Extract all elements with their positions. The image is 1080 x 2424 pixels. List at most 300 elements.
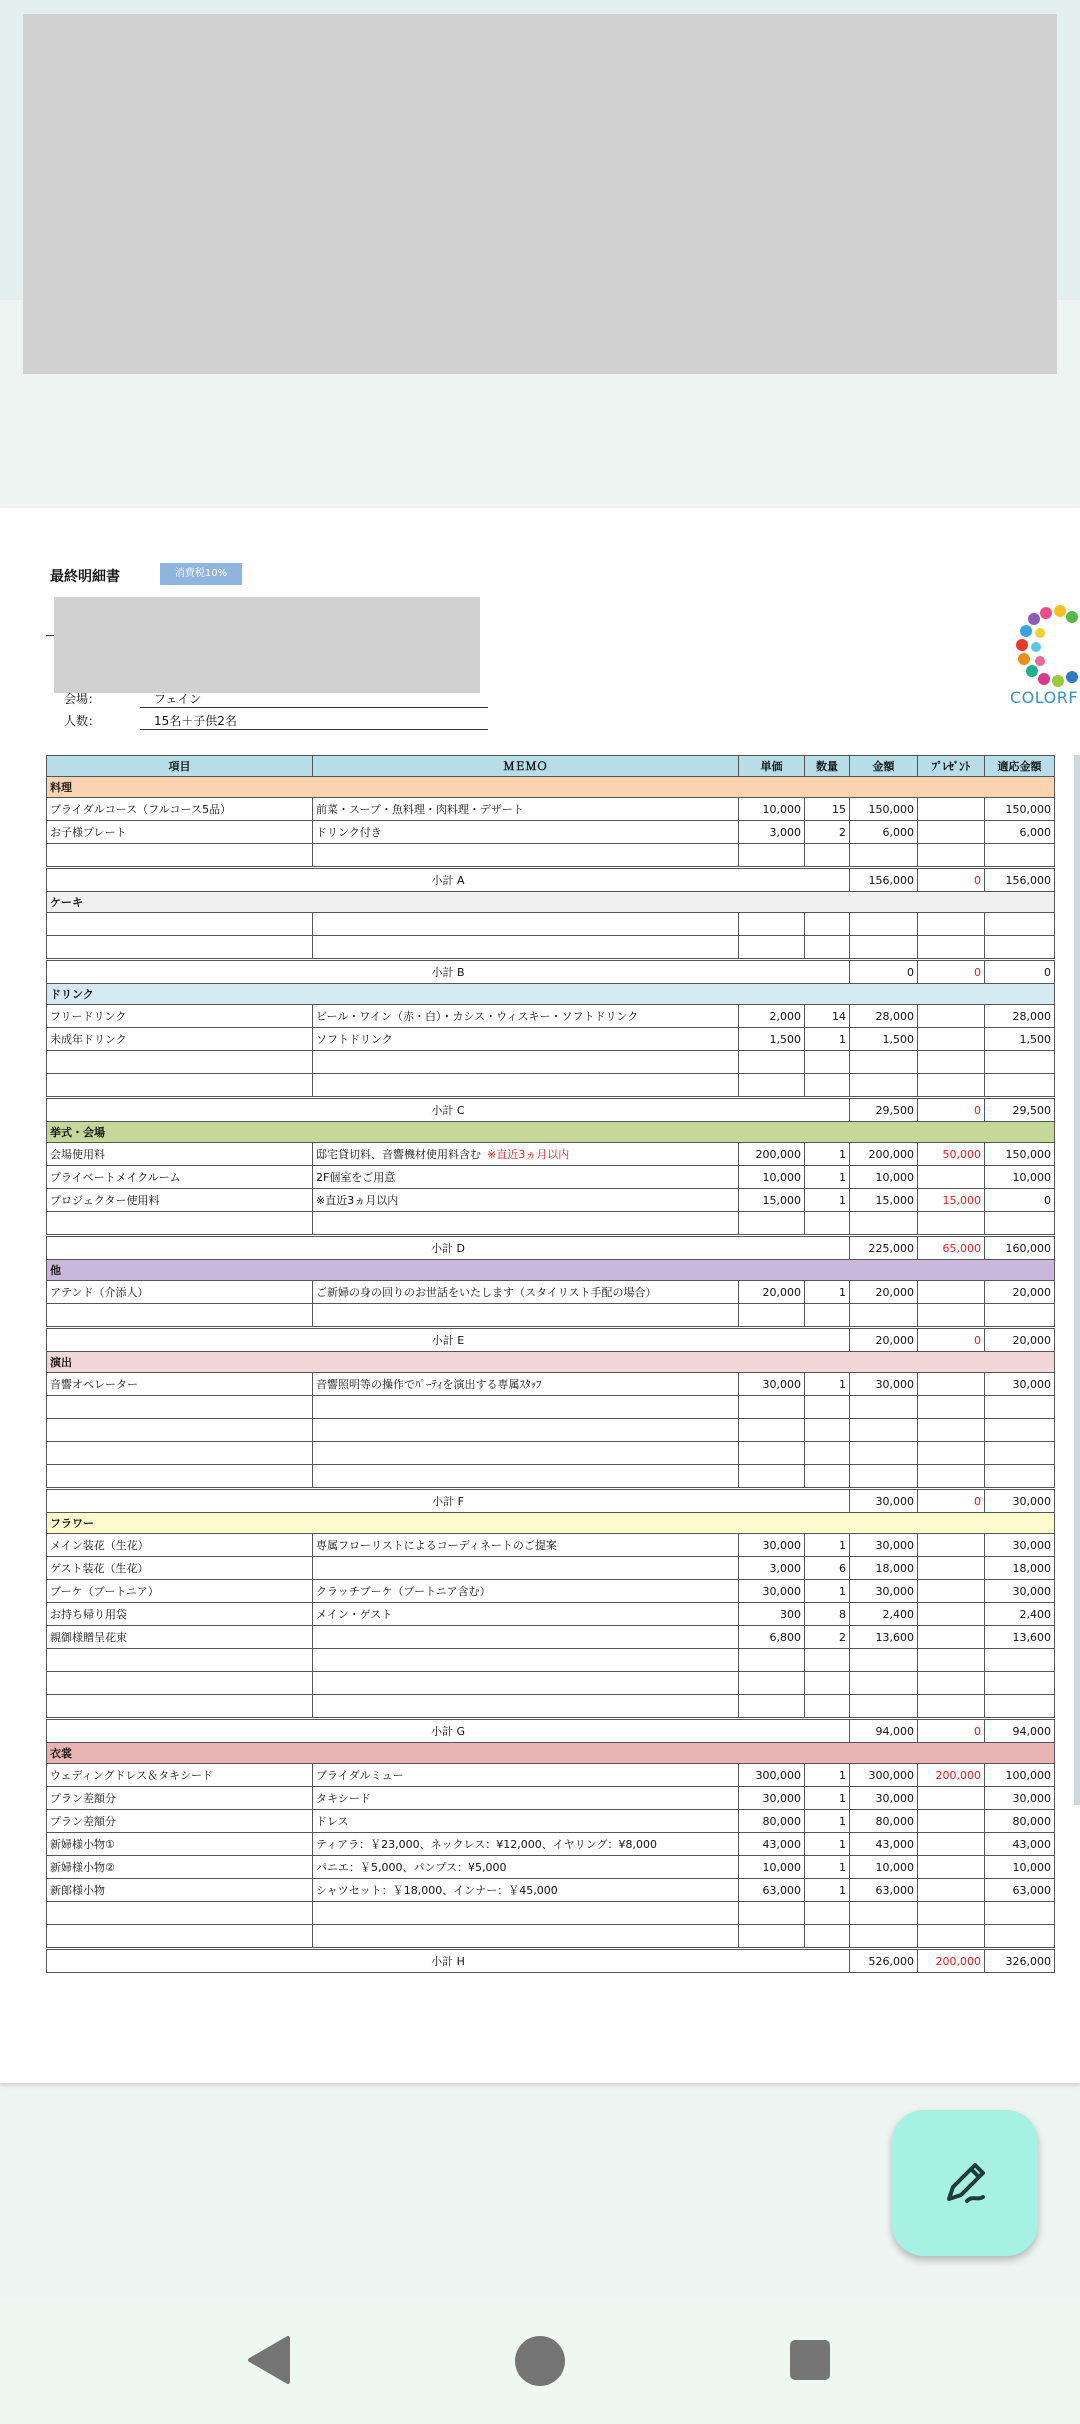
subtotal-applied: 29,500 [985,1098,1055,1122]
cell-item: プラン差額分 [47,1810,313,1833]
table-row [47,1465,1055,1489]
table-row [47,1534,1055,1557]
subtotal-amount: 225,000 [850,1236,918,1260]
subtotal-row [47,1489,1055,1513]
table-row [47,1787,1055,1810]
cell-price: 10,000 [739,798,805,821]
cell-price [739,1695,805,1719]
cell-qty [805,1695,850,1719]
cell-qty: 1 [805,1810,850,1833]
cell-applied: 150,000 [985,1143,1055,1166]
category-row [47,1513,1055,1534]
cell-price: 30,000 [739,1373,805,1396]
cell-applied: 63,000 [985,1879,1055,1902]
subtotal-present: 0 [918,868,985,892]
table-row [47,1373,1055,1396]
cell-qty: 6 [805,1557,850,1580]
cell-amount: 63,000 [850,1879,918,1902]
subtotal-applied: 0 [985,960,1055,984]
subtotal-row [47,1098,1055,1122]
cell-amount: 18,000 [850,1557,918,1580]
cell-applied: 80,000 [985,1810,1055,1833]
cell-present [918,1603,985,1626]
cell-amount [850,1649,918,1672]
subtotal-applied: 326,000 [985,1949,1055,1973]
cell-qty: 1 [805,1764,850,1787]
cell-qty: 1 [805,1833,850,1856]
cell-applied: 100,000 [985,1764,1055,1787]
cell-amount: 1,500 [850,1028,918,1051]
recent-apps-icon[interactable] [790,2340,830,2380]
subtotal-amount: 30,000 [850,1489,918,1513]
cell-amount [850,844,918,868]
cell-price: 10,000 [739,1856,805,1879]
cell-applied: 6,000 [985,821,1055,844]
subtotal-amount: 526,000 [850,1949,918,1973]
cell-item: 新婦様小物② [47,1856,313,1879]
subtotal-label: 小計 G [47,1719,850,1743]
cell-present: 200,000 [918,1764,985,1787]
cell-qty: 15 [805,798,850,821]
back-icon[interactable] [246,2334,292,2386]
cell-qty: 1 [805,1856,850,1879]
cell-item [47,1649,313,1672]
subtotal-label: 小計 C [47,1098,850,1122]
cell-qty: 2 [805,1626,850,1649]
cell-amount [850,1925,918,1949]
category-row [47,1260,1055,1281]
subtotal-amount: 94,000 [850,1719,918,1743]
logo-text: COLORF [1010,688,1079,707]
cell-amount [850,936,918,960]
cell-price [739,1672,805,1695]
cell-present [918,1074,985,1098]
subtotal-present: 0 [918,960,985,984]
cell-present [918,1465,985,1489]
cell-amount: 13,600 [850,1626,918,1649]
cell-price: 300,000 [739,1764,805,1787]
subtotal-row [47,1236,1055,1260]
cell-memo [313,913,739,936]
cell-present [918,936,985,960]
edit-fab-button[interactable] [892,2110,1038,2256]
cell-applied: 30,000 [985,1580,1055,1603]
cell-present [918,1649,985,1672]
table-row [47,1212,1055,1236]
cell-memo [313,1465,739,1489]
cell-present [918,1281,985,1304]
cell-memo [313,1419,739,1442]
cell-item [47,1396,313,1419]
header-item: 項目 [47,756,313,777]
cell-memo [313,1074,739,1098]
cell-price: 6,800 [739,1626,805,1649]
cell-item [47,1212,313,1236]
cell-price [739,1212,805,1236]
cell-price: 30,000 [739,1580,805,1603]
category-label: 衣裳 [47,1743,1055,1764]
subtotal-applied: 156,000 [985,868,1055,892]
cell-memo [313,936,739,960]
cell-amount: 30,000 [850,1580,918,1603]
cell-item [47,844,313,868]
cell-present [918,1028,985,1051]
cell-applied [985,1051,1055,1074]
category-row [47,1352,1055,1373]
cell-amount [850,913,918,936]
subtotal-applied: 160,000 [985,1236,1055,1260]
cell-applied [985,1925,1055,1949]
cell-present [918,1557,985,1580]
cell-amount: 150,000 [850,798,918,821]
cell-item: 新郎様小物 [47,1879,313,1902]
cell-present [918,1833,985,1856]
cell-item: プラン差額分 [47,1787,313,1810]
document-title: 最終明細書 [50,569,120,585]
cell-memo [313,1442,739,1465]
cell-price [739,1419,805,1442]
cell-amount: 15,000 [850,1189,918,1212]
table-row [47,1925,1055,1949]
cell-present [918,1879,985,1902]
cell-qty: 1 [805,1028,850,1051]
cell-applied: 10,000 [985,1166,1055,1189]
cell-amount [850,1672,918,1695]
cell-present [918,1396,985,1419]
cell-present [918,1442,985,1465]
cell-applied [985,1672,1055,1695]
cell-present [918,1166,985,1189]
cell-memo: ティアラ：￥23,000、ネックレス：¥12,000、イヤリング：¥8,000 [313,1833,739,1856]
cell-price: 3,000 [739,821,805,844]
cell-memo [313,1212,739,1236]
cell-present: 15,000 [918,1189,985,1212]
cell-item [47,1672,313,1695]
cell-memo [313,1649,739,1672]
header-applied: 適応金額 [985,756,1055,777]
subtotal-row [47,960,1055,984]
cell-qty [805,936,850,960]
estimate-table [46,755,1055,1973]
subtotal-amount: 0 [850,960,918,984]
category-label: ドリンク [47,984,1055,1005]
tax-badge: 消費税10% [160,563,242,585]
subtotal-row [47,1949,1055,1973]
table-row [47,1189,1055,1212]
cell-amount: 30,000 [850,1373,918,1396]
cell-qty [805,844,850,868]
subtotal-present: 0 [918,1719,985,1743]
cell-memo: ※直近3ヵ月以内 [313,1189,739,1212]
cell-amount [850,1902,918,1925]
cell-applied [985,1465,1055,1489]
cell-amount: 10,000 [850,1166,918,1189]
table-row [47,1304,1055,1328]
cell-price [739,936,805,960]
cell-price [739,1649,805,1672]
subtotal-label: 小計 A [47,868,850,892]
cell-memo: シャツセット：￥18,000、インナー：￥45,000 [313,1879,739,1902]
cell-amount: 43,000 [850,1833,918,1856]
table-row [47,1879,1055,1902]
cell-amount: 200,000 [850,1143,918,1166]
cell-applied: 43,000 [985,1833,1055,1856]
scroll-edge [1074,755,1080,1805]
table-row [47,1626,1055,1649]
table-row [47,1902,1055,1925]
header-amount: 金額 [850,756,918,777]
category-row [47,1122,1055,1143]
cell-qty: 1 [805,1166,850,1189]
cell-applied: 20,000 [985,1281,1055,1304]
cell-applied [985,1396,1055,1419]
cell-item: アテンド（介添人） [47,1281,313,1304]
cell-price [739,1051,805,1074]
table-row [47,1396,1055,1419]
cell-present [918,1672,985,1695]
category-label: 他 [47,1260,1055,1281]
cell-amount: 30,000 [850,1787,918,1810]
cell-qty: 1 [805,1143,850,1166]
cell-amount: 10,000 [850,1856,918,1879]
table-row [47,1833,1055,1856]
cell-present [918,1304,985,1328]
cell-price [739,1396,805,1419]
category-label: 料理 [47,777,1055,798]
cell-memo: 2F個室をご用意 [313,1166,739,1189]
cell-price: 30,000 [739,1534,805,1557]
table-header-row [47,756,1055,777]
cell-amount: 20,000 [850,1281,918,1304]
cell-memo [313,1557,739,1580]
cell-price [739,1925,805,1949]
estimate-document [0,508,1080,2083]
cell-applied [985,1304,1055,1328]
cell-present [918,1212,985,1236]
category-label: フラワー [47,1513,1055,1534]
header-price: 単価 [739,756,805,777]
cell-applied: 10,000 [985,1856,1055,1879]
category-label: 演出 [47,1352,1055,1373]
cell-price: 80,000 [739,1810,805,1833]
cell-item: ゲスト装花（生花） [47,1557,313,1580]
cell-item [47,1925,313,1949]
header-memo: ＭＥＭＯ [313,756,739,777]
cell-price [739,844,805,868]
cell-applied [985,1442,1055,1465]
cell-memo: ブライダルミュー [313,1764,739,1787]
cell-item: ブライダルコース（フルコース5品） [47,798,313,821]
cell-memo: ソフトドリンク [313,1028,739,1051]
cell-item [47,1074,313,1098]
cell-memo [313,1925,739,1949]
cell-item [47,936,313,960]
cell-applied [985,913,1055,936]
venue-label: 会場： [64,692,101,706]
cell-amount [850,1419,918,1442]
subtotal-label: 小計 D [47,1236,850,1260]
cell-item: メイン装花（生花） [47,1534,313,1557]
cell-price [739,913,805,936]
header-present: ﾌﾟﾚｾﾞﾝﾄ [918,756,985,777]
cell-applied: 0 [985,1189,1055,1212]
table-row [47,1580,1055,1603]
redacted-name-area [54,597,480,693]
subtotal-amount: 29,500 [850,1098,918,1122]
table-row [47,913,1055,936]
cell-item: 親御様贈呈花束 [47,1626,313,1649]
category-row [47,984,1055,1005]
table-row [47,1695,1055,1719]
cell-applied [985,1695,1055,1719]
guests-value: 15名＋子供2名 [140,712,488,730]
cell-present [918,1787,985,1810]
cell-memo [313,1051,739,1074]
cell-price: 2,000 [739,1005,805,1028]
subtotal-row [47,1719,1055,1743]
table-row [47,936,1055,960]
cell-qty: 1 [805,1281,850,1304]
table-row [47,1672,1055,1695]
cell-amount [850,1695,918,1719]
table-row [47,1005,1055,1028]
subtotal-present: 0 [918,1328,985,1352]
table-row [47,1603,1055,1626]
cell-memo: タキシード [313,1787,739,1810]
cell-amount [850,1212,918,1236]
subtotal-label: 小計 E [47,1328,850,1352]
subtotal-label: 小計 H [47,1949,850,1973]
table-row [47,1028,1055,1051]
cell-price: 30,000 [739,1787,805,1810]
cell-item [47,913,313,936]
cell-memo [313,1902,739,1925]
subtotal-applied: 20,000 [985,1328,1055,1352]
cell-memo: 専属フローリストによるコーディネートのご提案 [313,1534,739,1557]
cell-present [918,1695,985,1719]
cell-present [918,821,985,844]
cell-item: 会場使用料 [47,1143,313,1166]
cell-qty: 1 [805,1373,850,1396]
cell-applied: 28,000 [985,1005,1055,1028]
cell-price: 200,000 [739,1143,805,1166]
cell-price [739,1304,805,1328]
cell-applied: 30,000 [985,1534,1055,1557]
cell-price: 15,000 [739,1189,805,1212]
cell-applied [985,1419,1055,1442]
cell-present [918,1902,985,1925]
cell-present [918,844,985,868]
cell-memo: ドリンク付き [313,821,739,844]
cell-qty: 2 [805,821,850,844]
cell-price: 3,000 [739,1557,805,1580]
table-row [47,1856,1055,1879]
cell-price: 43,000 [739,1833,805,1856]
cell-applied: 30,000 [985,1373,1055,1396]
home-icon[interactable] [515,2336,565,2386]
cell-item: お子様プレート [47,821,313,844]
table-row [47,1166,1055,1189]
cell-qty [805,1442,850,1465]
cell-item [47,1695,313,1719]
table-row [47,1764,1055,1787]
table-row [47,1649,1055,1672]
cell-applied: 18,000 [985,1557,1055,1580]
cell-item: プライベートメイクルーム [47,1166,313,1189]
cell-applied [985,1074,1055,1098]
cell-item [47,1051,313,1074]
table-row [47,1051,1055,1074]
cell-memo [313,1626,739,1649]
cell-memo [313,1695,739,1719]
cell-present [918,1626,985,1649]
cell-memo: クラッチブーケ（ブートニア含む） [313,1580,739,1603]
table-row [47,821,1055,844]
table-row [47,1442,1055,1465]
cell-price [739,1074,805,1098]
cell-amount: 300,000 [850,1764,918,1787]
cell-present [918,1534,985,1557]
cell-item [47,1304,313,1328]
cell-item: 音響オペレーター [47,1373,313,1396]
cell-qty [805,1465,850,1489]
cell-qty: 1 [805,1787,850,1810]
cell-price: 63,000 [739,1879,805,1902]
cell-amount: 6,000 [850,821,918,844]
category-row [47,777,1055,798]
cell-present [918,1051,985,1074]
cell-present [918,1810,985,1833]
cell-qty [805,1925,850,1949]
cell-present [918,1580,985,1603]
cell-applied [985,844,1055,868]
cell-qty [805,1212,850,1236]
cell-item: プロジェクター使用料 [47,1189,313,1212]
table-row [47,844,1055,868]
cell-amount [850,1051,918,1074]
cell-memo: パニエ：￥5,000、パンプス：¥5,000 [313,1856,739,1879]
table-row [47,1419,1055,1442]
cell-memo: ご新婦の身の回りのお世話をいたします（スタイリスト手配の場合） [313,1281,739,1304]
cell-qty: 8 [805,1603,850,1626]
cell-applied [985,1902,1055,1925]
cell-present: 50,000 [918,1143,985,1166]
cell-amount: 80,000 [850,1810,918,1833]
cell-present [918,1925,985,1949]
cell-price: 10,000 [739,1166,805,1189]
cell-memo [313,1143,739,1166]
cell-amount: 2,400 [850,1603,918,1626]
cell-qty: 1 [805,1580,850,1603]
cell-qty [805,1074,850,1098]
cell-qty: 14 [805,1005,850,1028]
edit-pen-icon [937,2155,993,2211]
category-label: 挙式・会場 [47,1122,1055,1143]
cell-qty [805,1902,850,1925]
cell-price: 300 [739,1603,805,1626]
cell-qty [805,1419,850,1442]
cell-item: 新婦様小物① [47,1833,313,1856]
table-row [47,1074,1055,1098]
cell-amount [850,1465,918,1489]
table-row [47,1557,1055,1580]
cell-qty: 1 [805,1189,850,1212]
cell-amount [850,1442,918,1465]
cell-item: ウェディングドレス＆タキシード [47,1764,313,1787]
cell-qty [805,1649,850,1672]
subtotal-row [47,1328,1055,1352]
cell-memo [313,1304,739,1328]
